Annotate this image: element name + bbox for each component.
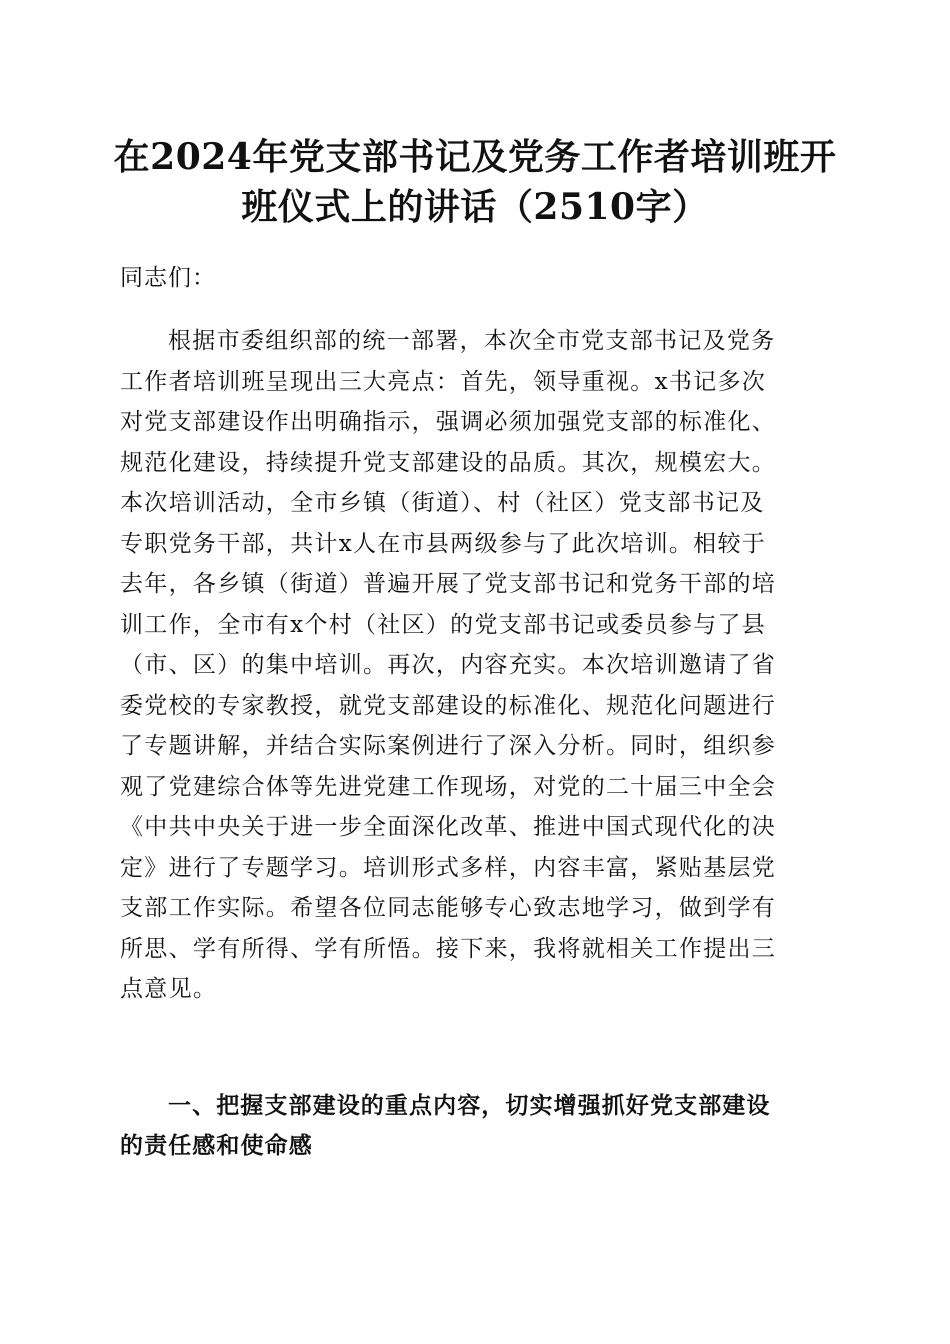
title-line: 在2024年党支部书记及党务工作者培训班开 <box>113 136 837 178</box>
paragraph-line: 定》进行了专题学习。培训形式多样，内容丰富，紧贴基层党 <box>120 854 777 881</box>
document-title <box>110 132 840 232</box>
paragraph-line: 委党校的专家教授，就党支部建设的标准化、规范化问题进行 <box>120 692 777 719</box>
paragraph-line: 《中共中央关于进一步全面深化改革、推进中国式现代化的决 <box>120 814 777 840</box>
paragraph-line: 工作者培训班呈现出三大亮点：首先，领导重视。x书记多次 <box>120 368 767 395</box>
paragraph-line: 观了党建综合体等先进党建工作现场，对党的二十届三中全会 <box>120 773 777 800</box>
heading-line: 的责任感和使命感 <box>120 1133 313 1159</box>
paragraph-line: （市、区）的集中培训。再次，内容充实。本次培训邀请了省 <box>120 652 777 678</box>
paragraph-line: 本次培训活动，全市乡镇（街道）、村（社区）党支部书记及 <box>120 490 765 516</box>
paragraph-line: 专职党务干部，共计x人在市县两级参与了此次培训。相较于 <box>120 530 767 557</box>
body-paragraph <box>120 321 830 1010</box>
paragraph-line: 规范化建设，持续提升党支部建设的品质。其次，规模宏大。 <box>120 449 777 476</box>
paragraph-line: 了专题讲解，并结合实际案例进行了深入分析。同时，组织参 <box>120 733 777 759</box>
section-heading <box>120 1086 830 1166</box>
paragraph-line: 点意见。 <box>120 976 218 1002</box>
heading-line: 一、把握支部建设的重点内容，切实增强抓好党支部建设 <box>168 1093 771 1119</box>
paragraph-line: 所思、学有所得、学有所悟。接下来，我将就相关工作提出三 <box>120 935 777 962</box>
salutation: 同志们： <box>120 265 216 291</box>
paragraph-line: 对党支部建设作出明确指示，强调必须加强党支部的标准化、 <box>120 409 777 435</box>
title-line: 班仪式上的讲话（2510字） <box>241 186 709 228</box>
paragraph-line: 支部工作实际。希望各位同志能够专心致志地学习，做到学有 <box>120 895 777 921</box>
paragraph-line: 去年，各乡镇（街道）普遍开展了党支部书记和党务干部的培 <box>120 571 777 597</box>
paragraph-line: 训工作，全市有x个村（社区）的党支部书记或委员参与了县 <box>120 611 767 638</box>
paragraph-line: 根据市委组织部的统一部署，本次全市党支部书记及党务 <box>168 328 776 354</box>
